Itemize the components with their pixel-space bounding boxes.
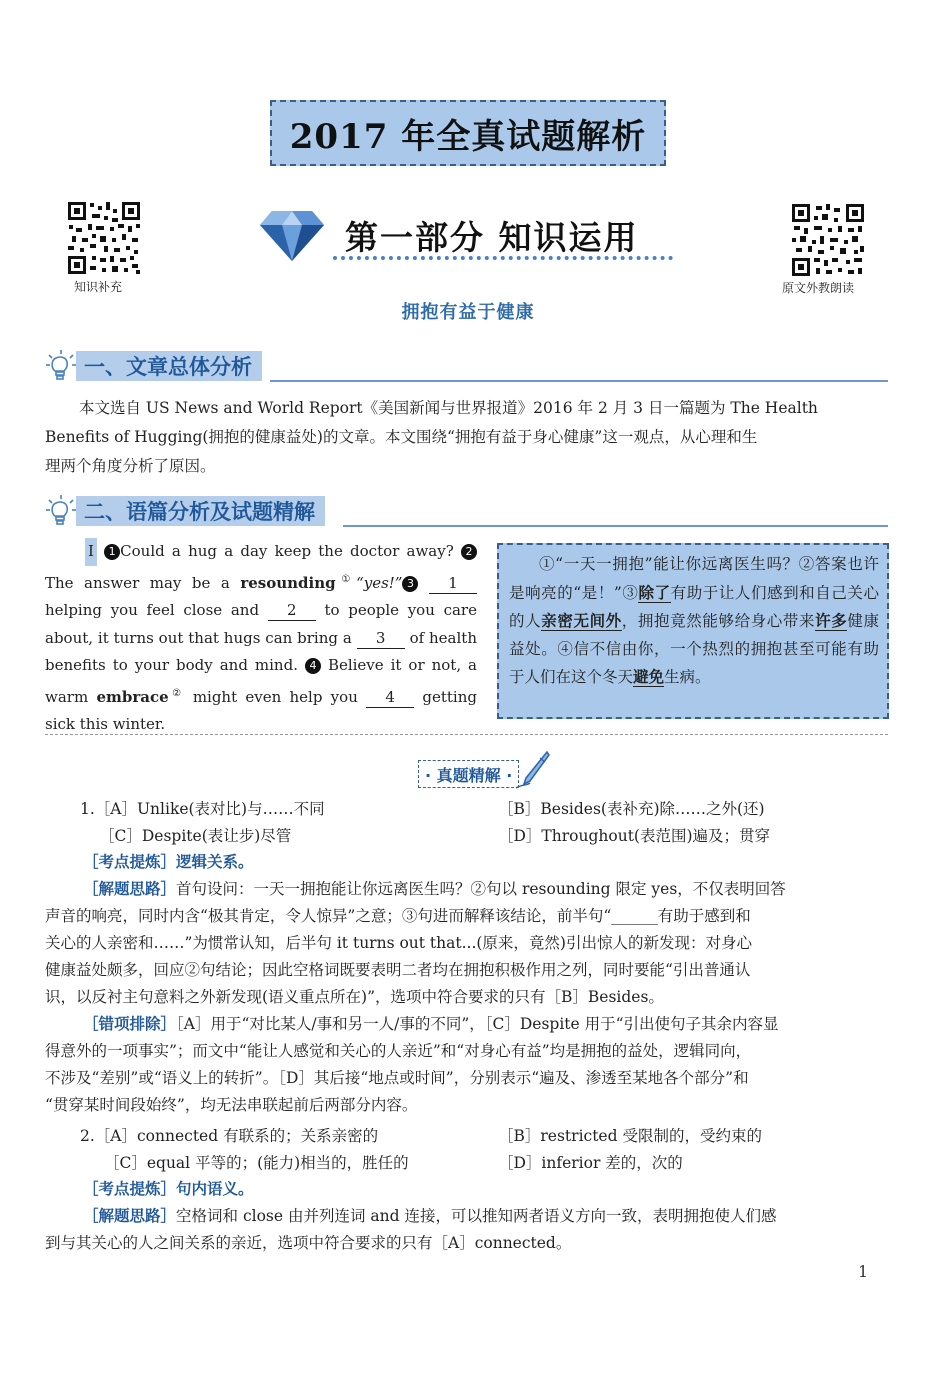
section1-rule (270, 380, 888, 382)
translation-text: ，拥抱竟然能够给身心带来 (621, 612, 816, 630)
diamond-icon (258, 207, 326, 263)
q1-idea (45, 876, 888, 1011)
sentence-text: helping you feel close and (45, 601, 260, 619)
sentence-text: of health benefits to your body and mind. (45, 628, 477, 674)
blank-2[interactable]: 2 (268, 600, 316, 621)
translation-keyword: 避免 (633, 667, 665, 686)
sentence-number: 2 (461, 544, 477, 560)
tag-label: ［考点提炼］ (83, 1180, 177, 1198)
q1-option-b: ［B］Besides(表补充)除……之外(还) (498, 800, 765, 818)
idea-line: 健康益处颇多，回应②句结论；因此空格词既要表明二者均在拥抱积极作用之列，同时要能“引出普通认 (45, 961, 751, 979)
section1-line: 本文选自 US News and World Report《美国新闻与世界报道》2016 年 2 月 3 日一篇题为 The Health (79, 399, 818, 417)
q1-option-c: ［C］Despite(表让步)尽管 (99, 827, 292, 845)
translation-keyword: 除了 (638, 582, 671, 602)
qr-code-icon (790, 202, 866, 278)
q2-option-d: ［D］inferior 差的，次的 (498, 1154, 683, 1172)
idea-line: 首句设问：一天一拥抱能让你远离医生吗？②句以 resounding 限定 yes，不仅表明回答 (176, 880, 786, 898)
blank-1[interactable]: 1 (429, 573, 477, 594)
lightbulb-icon (46, 494, 76, 528)
q1-wrong (45, 1011, 888, 1119)
q1-point (45, 849, 888, 876)
qr-code-left[interactable] (66, 200, 142, 280)
section2-rule (343, 525, 888, 527)
point-text: 逻辑关系。 (176, 853, 254, 871)
qr-left-label: 知识补充 (74, 280, 123, 294)
sentence-number: 3 (402, 576, 418, 592)
footnote-mark: ① (335, 573, 357, 585)
sentence-text: might even help you (192, 687, 358, 706)
q2-option-b: ［B］restricted 受限制的，受约束的 (498, 1127, 762, 1145)
q2-option-c: ［C］equal 平等的；(能力)相当的，胜任的 (104, 1154, 409, 1172)
page-number: 1 (858, 1262, 869, 1281)
sentence-number: 4 (305, 658, 321, 674)
vocab-word: embrace (96, 687, 169, 706)
paragraph-number: I (85, 538, 97, 566)
tag-label: ［错项排除］ (83, 1015, 177, 1033)
point-text: 句内语义。 (176, 1180, 254, 1198)
sentence-text: Could a hug a day keep the doctor away? (120, 542, 454, 560)
tag-label: ［解题思路］ (83, 1207, 177, 1225)
translation-text: ①“一天一拥抱”能让你远离医生吗？②答案也许是响亮的“是！”③ (509, 555, 879, 602)
q1-option-d: ［D］Throughout(表范围)遍及；贯穿 (498, 827, 771, 845)
blank-4[interactable]: 4 (366, 687, 414, 708)
sentence-text: Believe it or not, a warm (45, 656, 477, 706)
wrong-line: “贯穿某时间段始终”，均无法串联起前后两部分内容。 (45, 1096, 418, 1114)
q2-idea (45, 1203, 888, 1257)
section1-line: 理两个角度分析了原因。 (45, 457, 216, 475)
tag-label: ［考点提炼］ (83, 853, 177, 871)
section1-title: 一、文章总体分析 (76, 351, 262, 381)
section1-line: Benefits of Hugging(拥抱的健康益处)的文章。本文围绕“拥抱有益于身心健康”这一观点，从心理和生 (45, 428, 758, 446)
q1-option-a: 1.［A］Unlike(表对比)与……不同 (80, 800, 325, 818)
sentence-text: The answer may be a (45, 573, 230, 592)
section1-heading (46, 351, 262, 381)
q1-analysis (45, 849, 888, 1119)
vocab-word: resounding (240, 573, 336, 592)
qr-code-icon (66, 200, 142, 276)
sentence-number: 1 (104, 544, 120, 560)
q2-option-a: 2.［A］connected 有联系的；关系亲密的 (80, 1127, 379, 1145)
sentence-text: to people you care about, it turns out that hugs can bring a (45, 601, 477, 647)
idea-line: 声音的响亮，同时内含“极其肯定，令人惊异”之意；③句进而解释该结论，前半句“______有助于感到和 (45, 907, 751, 925)
idea-line: 空格词和 close 由并列连词 and 连接，可以推知两者语义方向一致，表明拥抱使人们感 (176, 1207, 777, 1225)
translation-keyword: 亲密无间外 (541, 611, 622, 630)
q2-point (45, 1176, 888, 1203)
page-title: 2017 年全真试题解析 (270, 100, 666, 166)
section2-title: 二、语篇分析及试题精解 (76, 496, 325, 526)
section1-body (45, 394, 888, 481)
tag-label: ［解题思路］ (83, 880, 177, 898)
title-divider (333, 256, 673, 260)
wrong-line: 得意外的一项事实”；而文中“能让人感觉和关心的人亲近”和“对身心有益”均是拥抱的益处，逻辑同向， (45, 1042, 752, 1060)
idea-line: 识，以反衬主句意料之外新发现(语义重点所在)”，选项中符合要求的只有［B］Besides。 (45, 988, 664, 1006)
blank-3[interactable]: 3 (357, 628, 405, 649)
translation-keyword: 许多 (815, 611, 848, 630)
wrong-line: ［A］用于“对比某人/事和另一人/事的不同”，［C］Despite 用于“引出使句子其余内容显 (176, 1015, 779, 1033)
wrong-line: 不涉及“差别”或“语义上的转折”。［D］其后接“地点或时间”，分别表示“遍及、渗透至某地各个部分”和 (45, 1069, 749, 1087)
idea-line: 关心的人亲密和……”为惯常认知，后半句 it turns out that...(原来，竟然)引出惊人的新发现：对身心 (45, 934, 752, 952)
idea-line: 到与其关心的人之间关系的亲近，选项中符合要求的只有［A］connected。 (45, 1234, 572, 1252)
sentence-text: “yes!” (356, 573, 403, 592)
article-subtitle: 拥抱有益于健康 (401, 302, 535, 323)
translation-box (497, 543, 889, 719)
section-separator (45, 734, 888, 735)
passage-paragraph (45, 538, 477, 739)
qr-code-right[interactable] (790, 202, 866, 282)
section2-heading (46, 496, 325, 526)
sentence-text: getting sick this winter. (45, 687, 477, 733)
qr-right-label: 原文外教朗读 (782, 281, 855, 295)
translation-text: 健康益处。④信不信由你，一个热烈的拥抱甚至可能有助于人们在这个冬天 (509, 612, 879, 686)
translation-text: 生病。 (664, 668, 711, 686)
pen-icon (514, 750, 550, 790)
translation-text: 有助于让人们感到和自己关心的人 (509, 583, 879, 630)
q2-analysis (45, 1176, 888, 1257)
part-title: 第一部分 知识运用 (345, 218, 639, 257)
lightbulb-icon (46, 349, 76, 383)
analysis-badge: · 真题精解 · (418, 760, 519, 788)
footnote-mark: ② (168, 687, 185, 699)
